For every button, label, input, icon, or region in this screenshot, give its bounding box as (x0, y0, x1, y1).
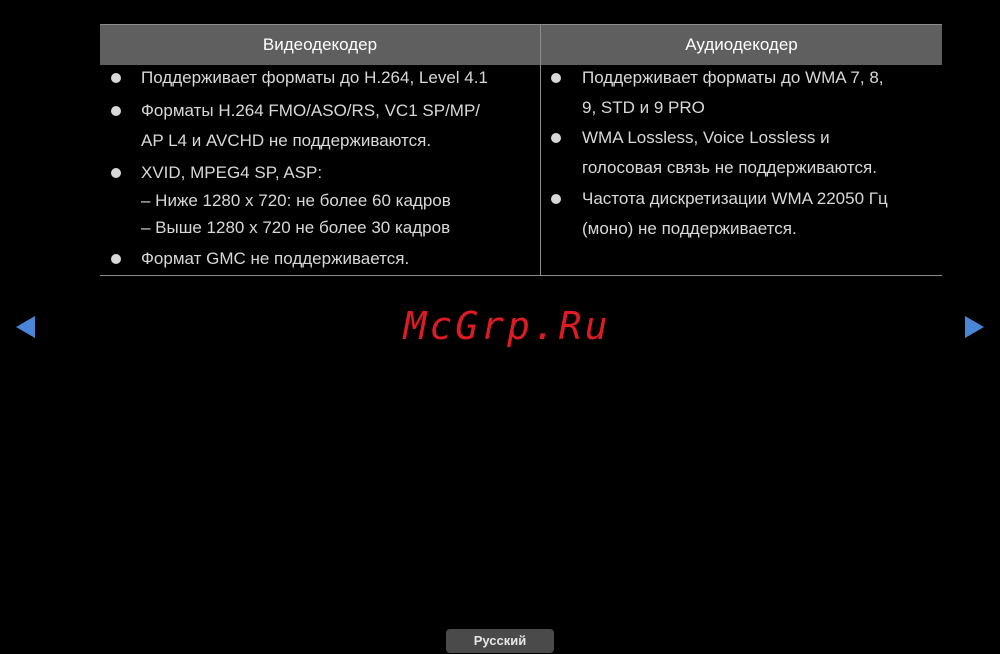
bullet-icon (551, 133, 561, 143)
column-divider (540, 25, 541, 276)
video-item-3-sub-1: – Ниже 1280 x 720: не более 60 кадров (141, 191, 451, 210)
bullet-icon (111, 106, 121, 116)
audio-item-3-line-1: Частота дискретизации WMA 22050 Гц (582, 189, 888, 208)
previous-page-arrow-icon[interactable] (16, 316, 35, 338)
bullet-icon (551, 73, 561, 83)
video-item-3-sub-2: – Выше 1280 x 720 не более 30 кадров (141, 218, 451, 237)
video-item-2-line-1: Форматы H.264 FMO/ASO/RS, VC1 SP/MP/ (141, 101, 481, 120)
table-header-row (100, 25, 942, 65)
bullet-icon (111, 73, 121, 83)
codec-spec-table (100, 24, 942, 276)
video-decoder-header: Видеодекодер (262, 35, 378, 54)
audio-item-2-line-1: WMA Lossless, Voice Lossless и (582, 128, 830, 147)
video-item-1: Поддерживает форматы до H.264, Level 4.1 (141, 68, 488, 87)
video-item-2-line-2: AP L4 и AVCHD не поддерживаются. (141, 131, 432, 150)
language-badge: Русский (446, 629, 554, 653)
video-item-3: XVID, MPEG4 SP, ASP: (141, 163, 323, 182)
bullet-icon (111, 254, 121, 264)
watermark-text: McGrp.Ru (403, 304, 611, 348)
next-page-arrow-icon[interactable] (965, 316, 984, 338)
audio-item-1-line-2: 9, STD и 9 PRO (582, 98, 705, 117)
audio-item-1-line-1: Поддерживает форматы до WMA 7, 8, (582, 68, 884, 87)
bullet-icon (111, 168, 121, 178)
video-item-4: Формат GMC не поддерживается. (141, 249, 410, 268)
audio-item-2-line-2: голосовая связь не поддерживаются. (582, 158, 877, 177)
bullet-icon (551, 194, 561, 204)
audio-decoder-header: Аудиодекодер (685, 35, 798, 54)
audio-item-3-line-2: (моно) не поддерживается. (582, 219, 797, 238)
